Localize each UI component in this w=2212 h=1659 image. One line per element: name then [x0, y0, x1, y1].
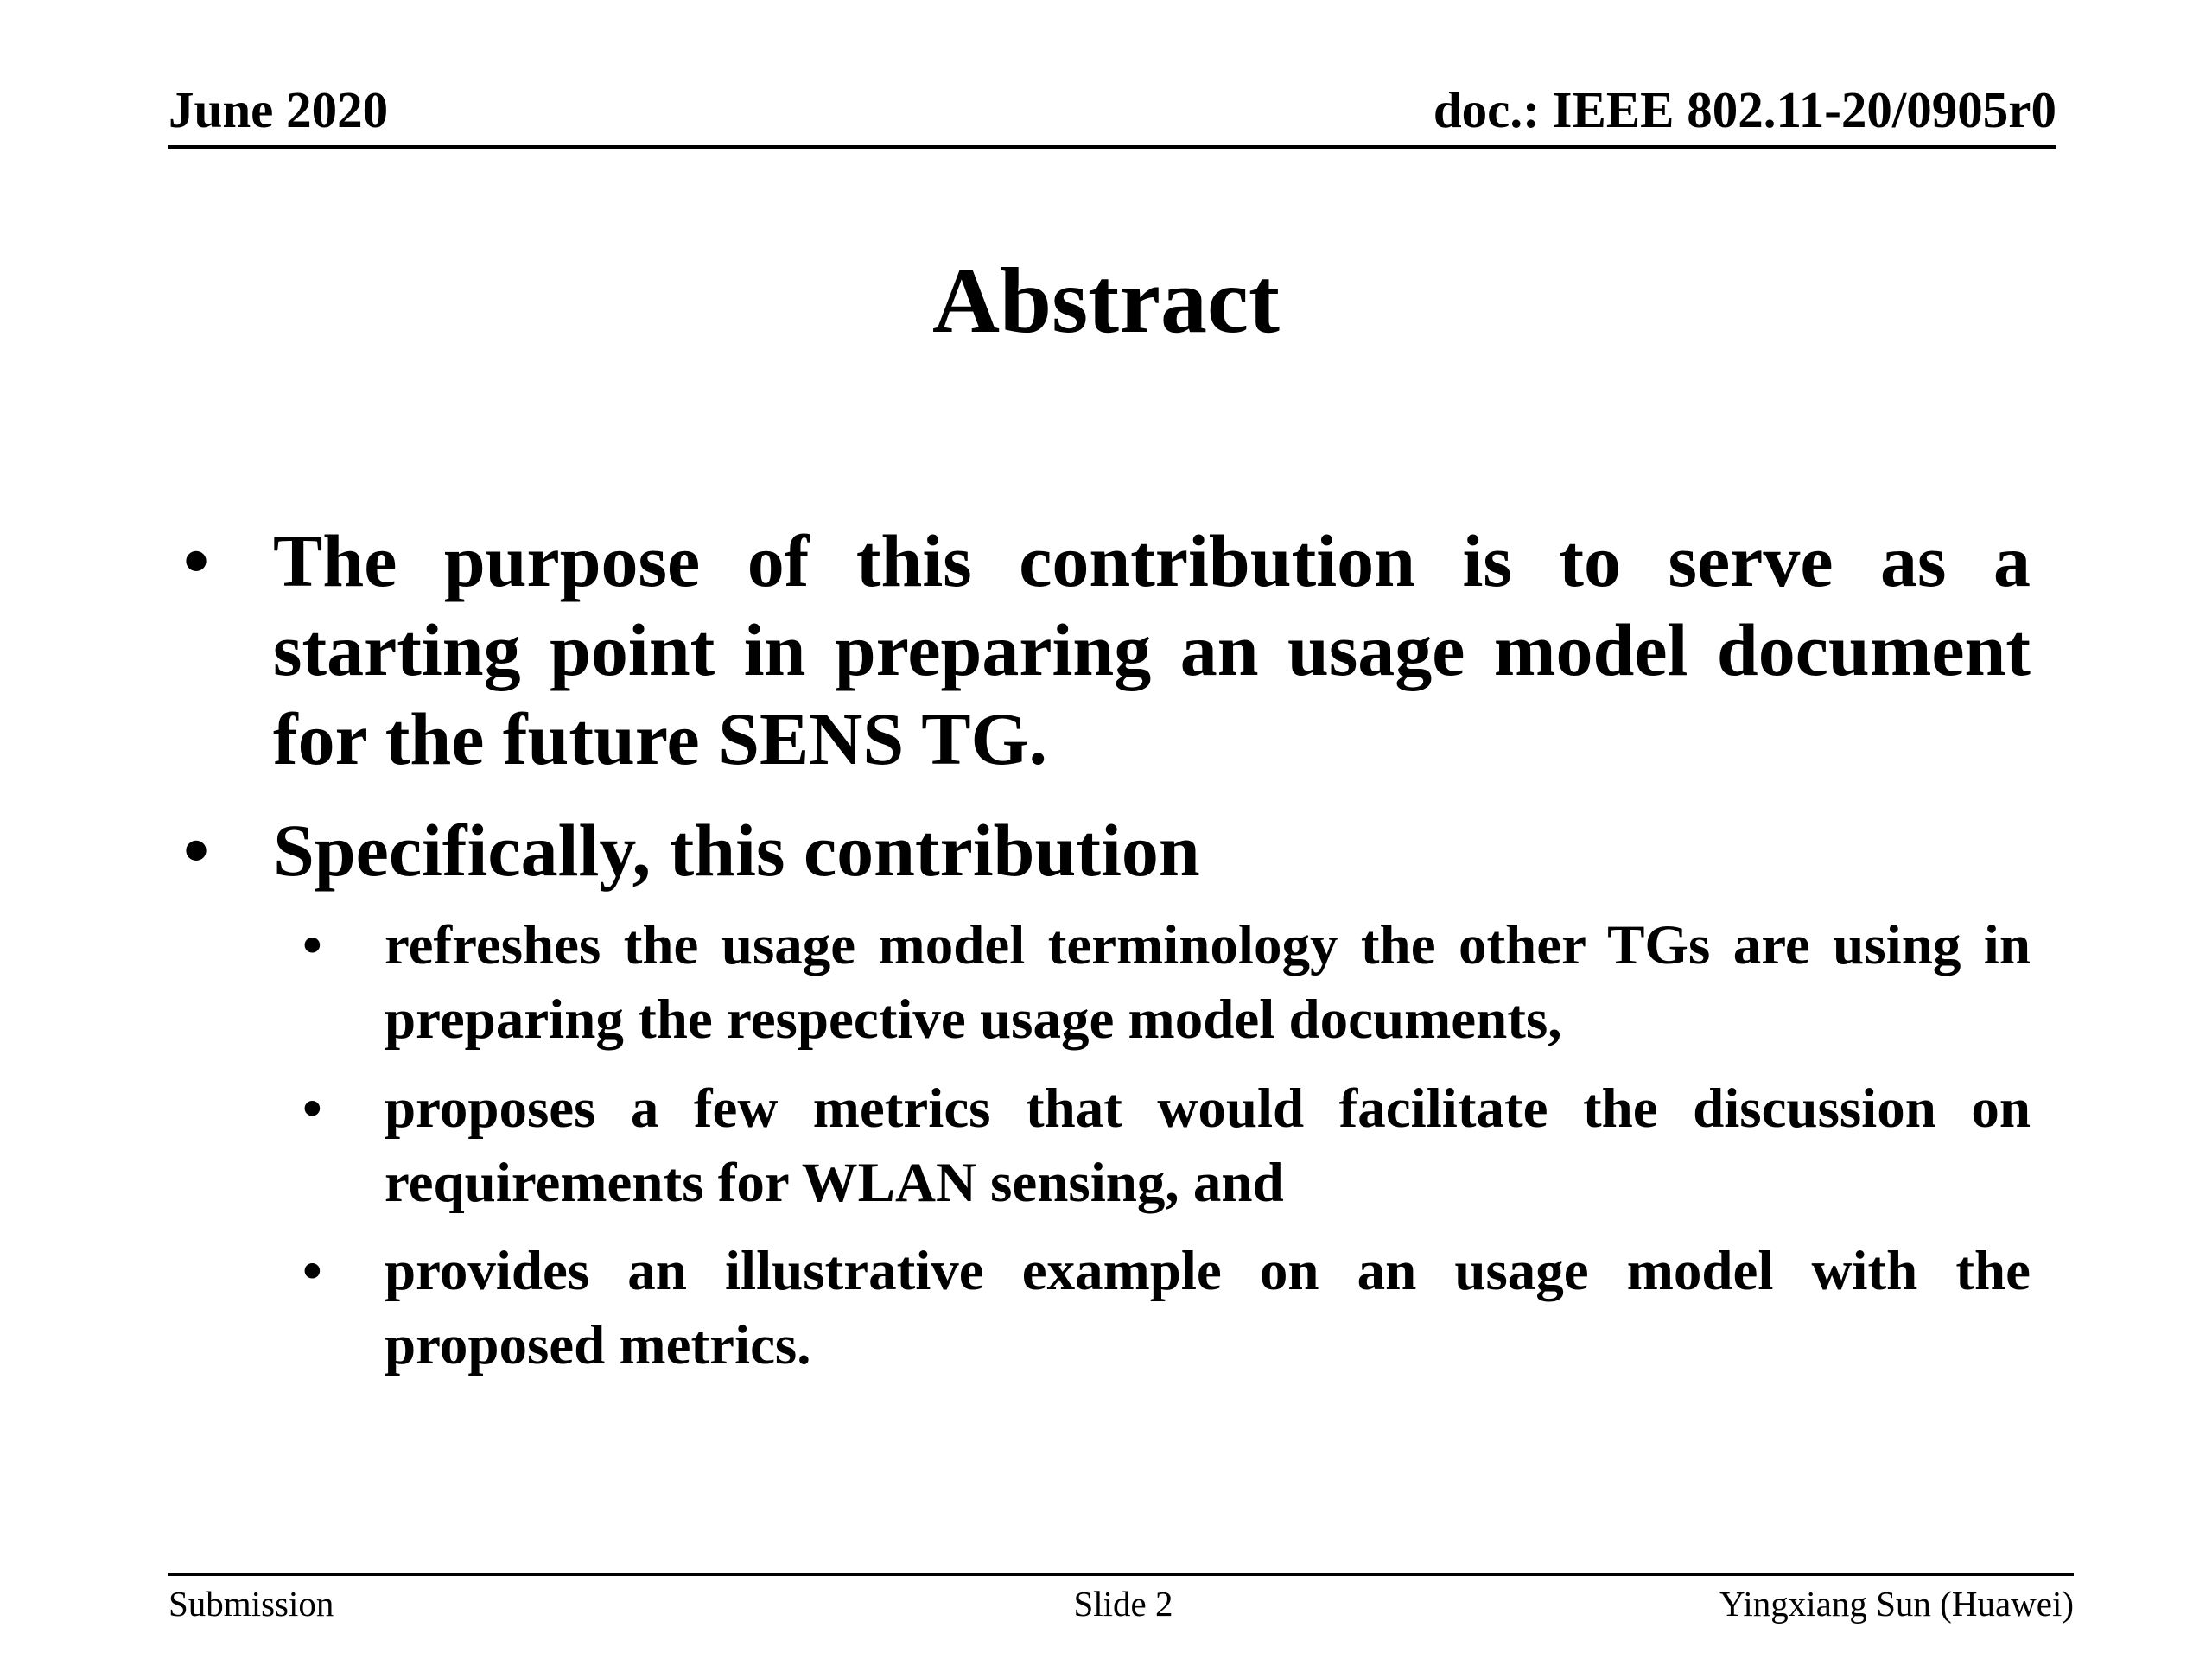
footer-slide-number: Slide 2 [1073, 1584, 1173, 1624]
header-doc-id: doc.: IEEE 802.11-20/0905r0 [1433, 81, 2056, 138]
bullet-purpose: The purpose of this contribution is to serve as a starting point in preparing an usage model document for the future SENS TG. [273, 519, 2031, 780]
footer-submission: Submission [168, 1584, 334, 1624]
slide-title: Abstract [932, 250, 1280, 353]
sub-bullet-proposes: proposes a few metrics that would facilitate the discussion on requirements for WLAN sensing, and [385, 1077, 2031, 1214]
bullet-specifically: Specifically, this contribution [273, 809, 1200, 892]
bullet-marker: • [183, 519, 210, 602]
bullet-marker: • [183, 809, 210, 892]
footer-author: Yingxiang Sun (Huawei) [1719, 1584, 2074, 1624]
sub-bullet-refreshes: refreshes the usage model terminology the other TGs are using in preparing the respective usage model documents, [385, 914, 2031, 1051]
sub-bullet-marker: • [302, 1240, 322, 1302]
sub-bullet-marker: • [302, 1077, 322, 1140]
sub-bullet-marker: • [302, 914, 322, 976]
header-divider [168, 145, 2056, 149]
footer-divider [168, 1573, 2074, 1576]
header-date: June 2020 [168, 81, 389, 138]
sub-bullet-provides: provides an illustrative example on an usage model with the proposed metrics. [385, 1240, 2031, 1376]
